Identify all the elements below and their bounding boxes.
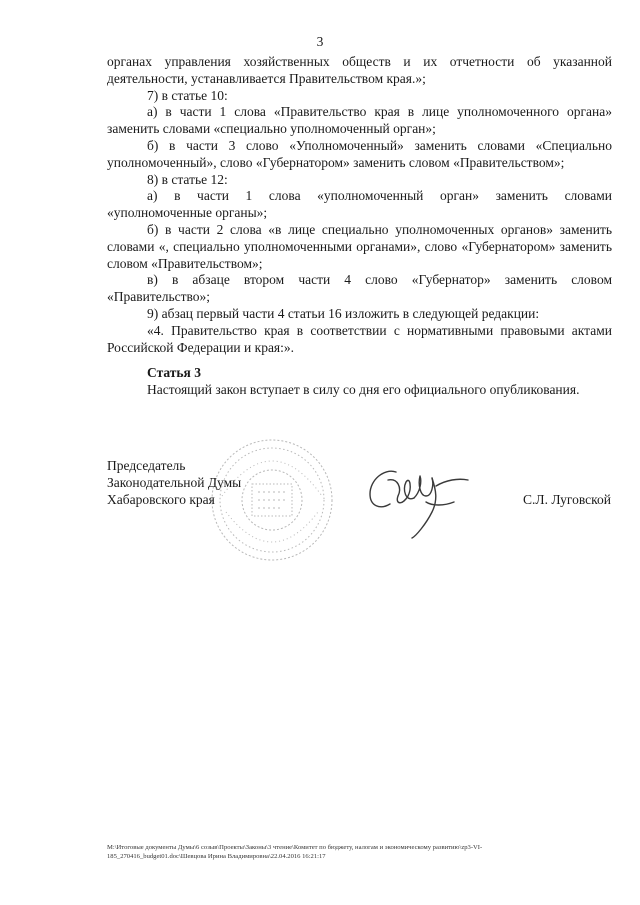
signatory-title-line: Председатель xyxy=(107,458,186,473)
signatory-title-line: Законодательной Думы xyxy=(107,474,242,490)
article-text: Настоящий закон вступает в силу со дня его официального опубликования. xyxy=(147,382,580,397)
paragraph: «4. Правительство края в соответствии с нормативными правовыми актами Российской Федерации и края:». xyxy=(107,322,612,355)
paragraph: 8) в статье 12: xyxy=(147,171,228,187)
paragraph: 9) абзац первый части 4 статьи 16 изложить в следующей редакции: xyxy=(147,305,540,321)
paragraph: органах управления хозяйственных обществ и их отчетности об указанной деятельности, устанавливается Правительством края.»; xyxy=(107,54,612,86)
paragraph: в) в абзаце втором части 4 слово «Губернатор» заменить словом «Правительство»; xyxy=(107,272,612,305)
handwritten-signature xyxy=(362,462,474,542)
paragraph: б) в части 3 слово «Уполномоченный» заменить словами «Специально уполномоченный», слово «Губернатором» заменить словом «Правительством»; xyxy=(107,137,612,170)
paragraph: а) в части 1 слова «Правительство края в лице уполномоченного органа» заменить словами «специально уполномоченный орган»; xyxy=(107,104,612,137)
footer-line: M:\Итоговые документы Думы\6 созыв\Проекты\Законы\3 чтение\Комитет по бюджету, налогам и экономическому развитию\zp3-VI- xyxy=(107,844,483,851)
page-number: 3 xyxy=(316,34,324,49)
signatory-title-line: Хабаровского края xyxy=(107,491,215,507)
signatory-name: С.Л. Луговской xyxy=(523,492,611,507)
paragraph: а) в части 1 слова «уполномоченный орган» заменить словами «уполномоченные органы»; xyxy=(107,188,612,221)
document-body xyxy=(107,54,612,356)
file-path-footer xyxy=(107,843,612,861)
footer-line: 185_270416_budget01.doc\Шевцова Ирина Владимировна\22.04.2016 16:21:17 xyxy=(107,853,326,860)
paragraph: 7) в статье 10: xyxy=(147,87,228,103)
article-title: Статья 3 xyxy=(147,365,201,380)
signature-block xyxy=(107,458,241,508)
paragraph: б) в части 2 слова «в лице специально уполномоченных органов» заменить словами «, специально уполномоченными органами», слово «Губернатором» заменить словом «Правительством»; xyxy=(107,221,612,271)
